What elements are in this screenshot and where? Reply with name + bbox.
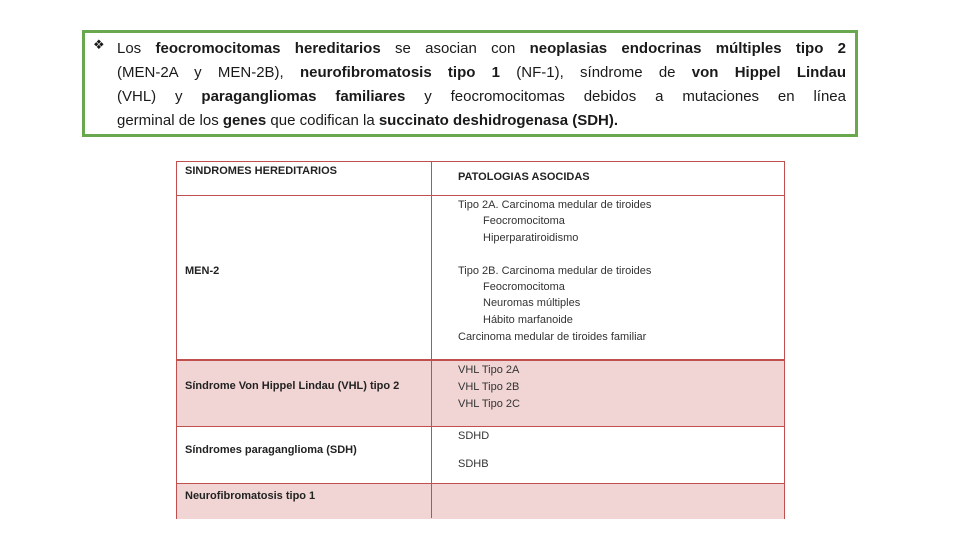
pathology-item: Carcinoma medular de tiroides familiar [458, 331, 647, 343]
syndromes-table [176, 161, 785, 519]
pathology-item: VHL Tipo 2A [458, 364, 520, 376]
pathology-item: Hiperparatiroidismo [483, 232, 579, 244]
table-row [177, 195, 784, 361]
intro-line: germinal de los genes que codifican la succinato deshidrogenasa (SDH). [117, 112, 619, 129]
pathology-item: SDHB [458, 458, 489, 470]
column-divider [431, 162, 432, 518]
intro-text-box [82, 30, 858, 137]
pathology-item: Feocromocitoma [483, 281, 565, 293]
pathology-item: VHL Tipo 2C [458, 398, 520, 410]
intro-line: (VHL) y paragangliomas familiares y feocromocitomas debidos a mutaciones en línea [117, 88, 846, 105]
table-row [177, 361, 784, 427]
intro-line: Los feocromocitomas hereditarios se asocian con neoplasias endocrinas múltiples tipo 2 [117, 40, 847, 57]
diamond-bullet-icon: ❖ [93, 37, 105, 52]
pathology-item: SDHD [458, 430, 490, 442]
pathology-item: Neuromas múltiples [483, 297, 581, 309]
table-header-row [177, 162, 784, 196]
syndrome-name: MEN-2 [185, 265, 220, 277]
pathology-item: Tipo 2B. Carcinoma medular de tiroides [458, 265, 652, 277]
syndrome-name: Neurofibromatosis tipo 1 [185, 490, 316, 502]
syndrome-name: Síndrome Von Hippel Lindau (VHL) tipo 2 [185, 380, 400, 392]
header-pathologies: PATOLOGIAS ASOCIDAS [458, 171, 590, 183]
pathology-item: Tipo 2A. Carcinoma medular de tiroides [458, 199, 652, 211]
pathology-item: VHL Tipo 2B [458, 381, 520, 393]
pathology-item: Hábito marfanoide [483, 314, 573, 326]
header-syndromes: SINDROMES HEREDITARIOS [185, 165, 337, 177]
table-row [177, 427, 784, 484]
intro-line: (MEN-2A y MEN-2B), neurofibromatosis tipo 1 (NF-1), síndrome de von Hippel Lindau [117, 64, 846, 81]
table-row [177, 484, 784, 519]
pathology-item: Feocromocitoma [483, 215, 565, 227]
syndrome-name: Síndromes paraganglioma (SDH) [185, 444, 357, 456]
